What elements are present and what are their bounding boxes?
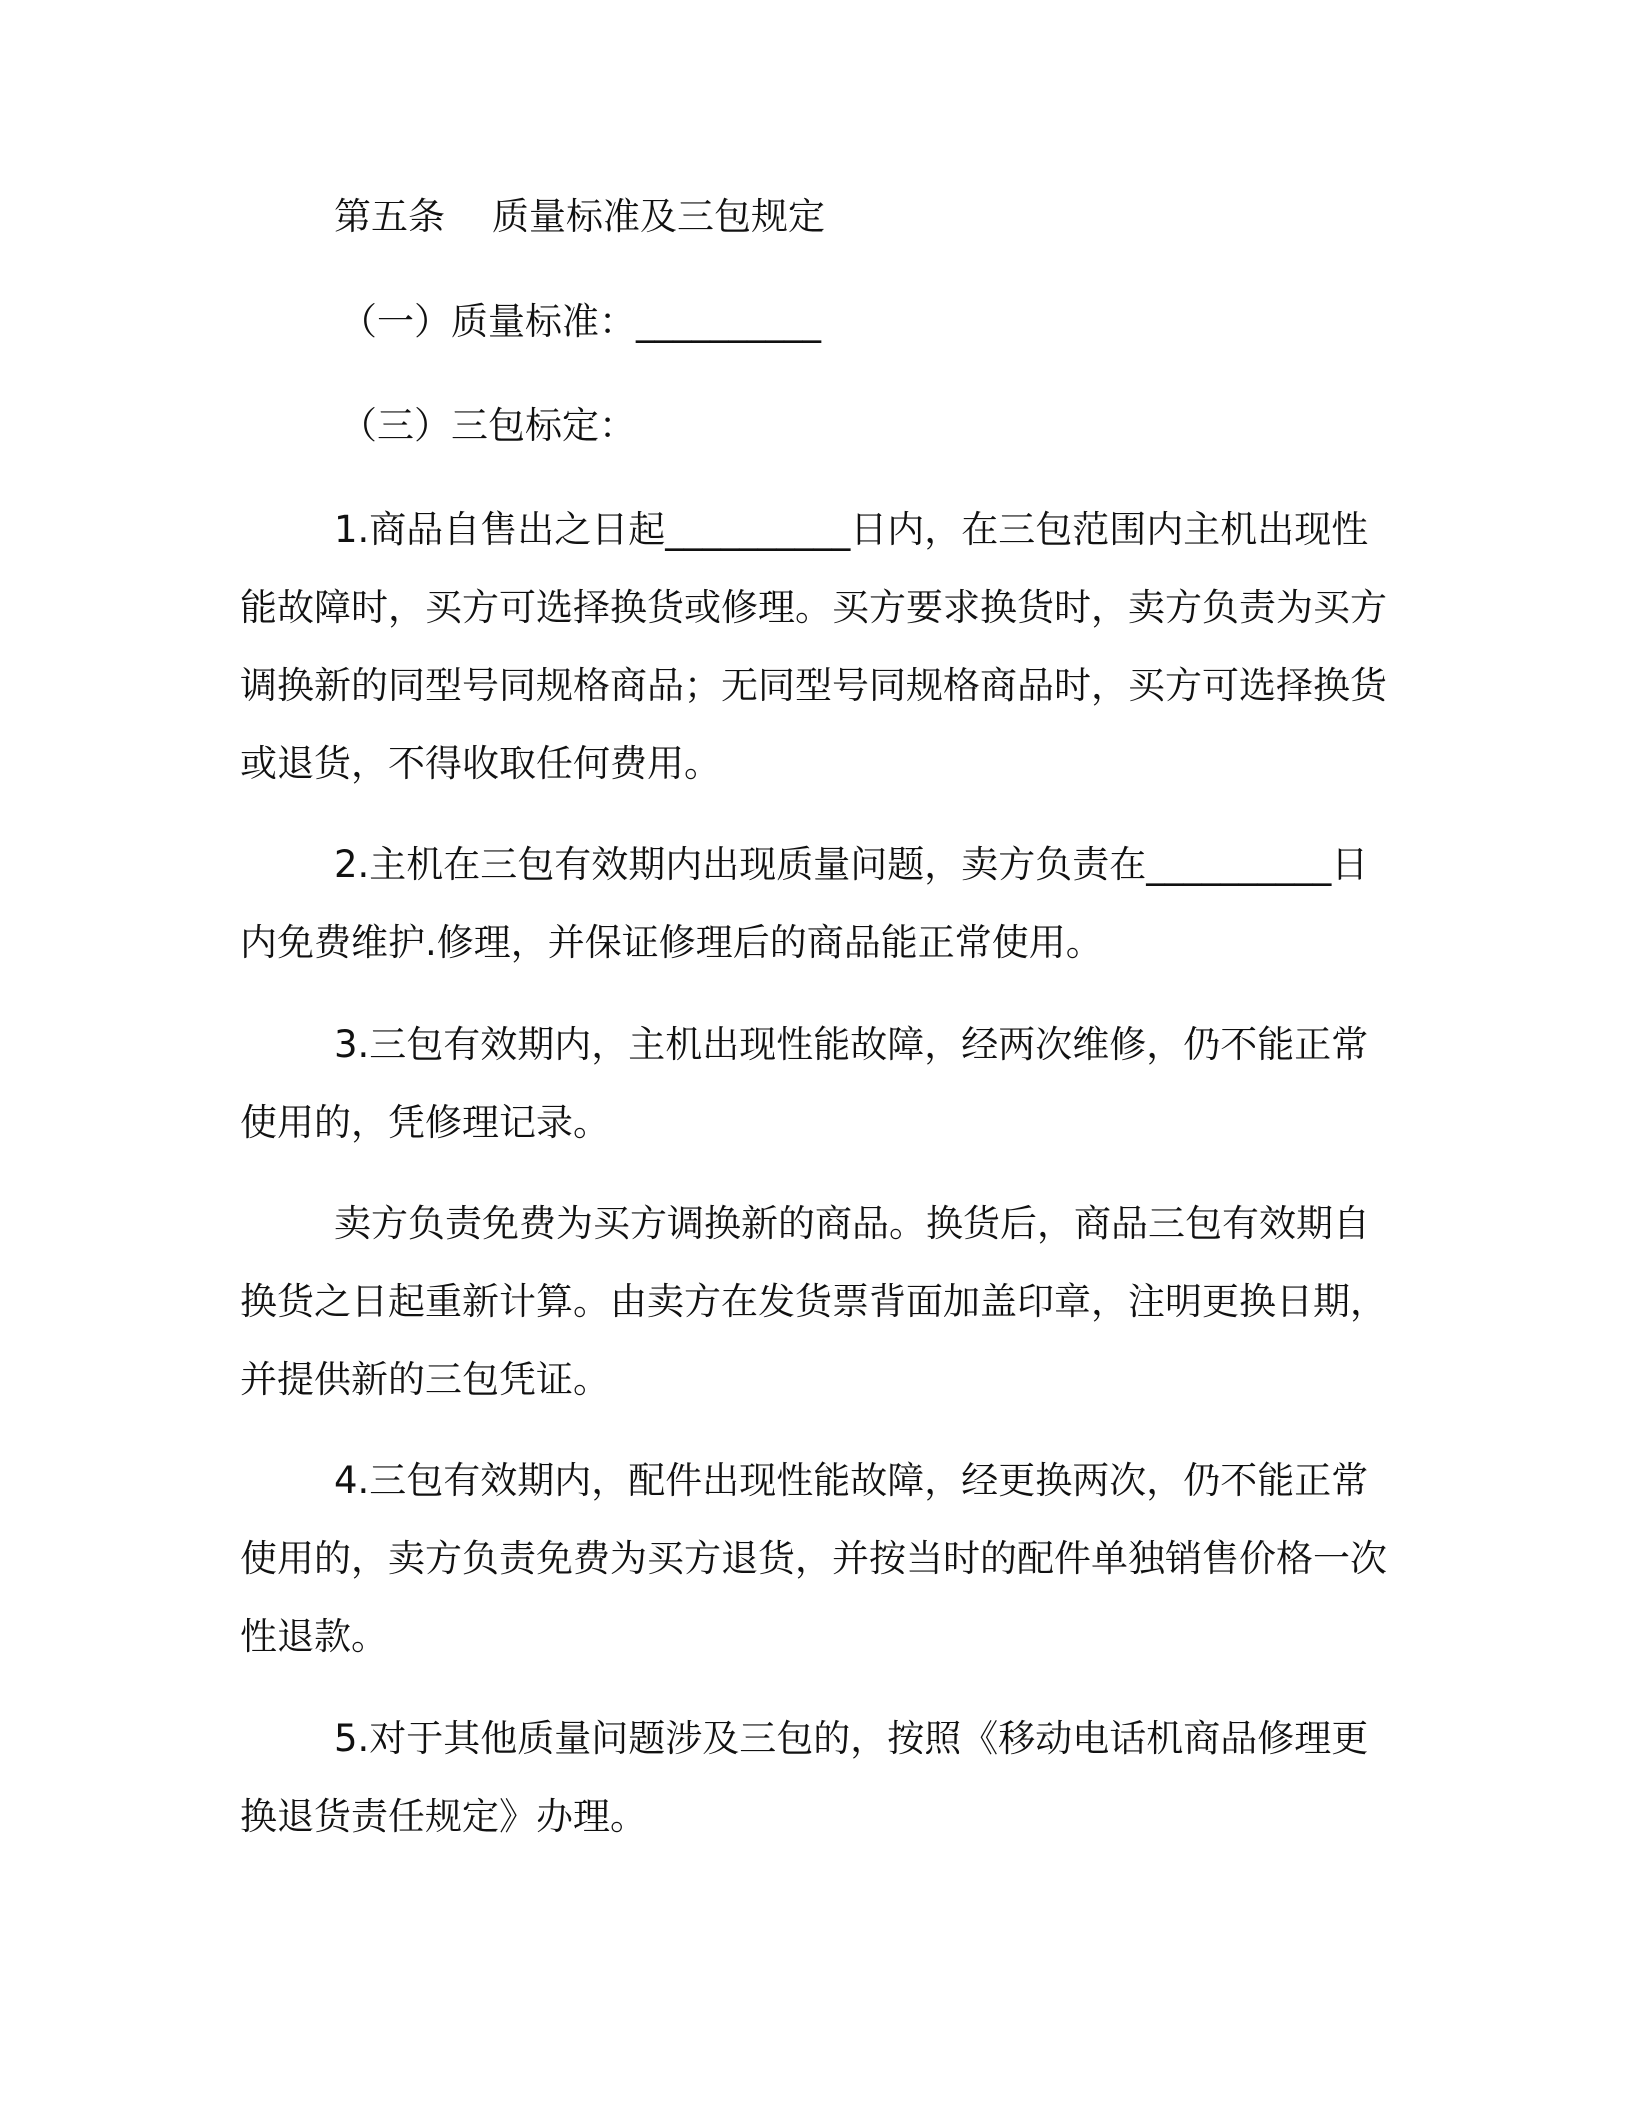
clause-5: 5.对于其他质量问题涉及三包的，按照《移动电话机商品修理更换退货责任规定》办理。 xyxy=(240,1717,1369,1838)
clause-2: 2.主机在三包有效期内出现质量问题，卖方负责在__________日内免费维护.修理，并保证修理后的商品能正常使用。 xyxy=(240,843,1369,964)
quality-standard-line: （一）质量标准：__________ xyxy=(340,300,821,343)
clause-4: 4.三包有效期内，配件出现性能故障，经更换两次，仍不能正常使用的，卖方负责免费为买方退货，并按当时的配件单独销售价格一次性退款。 xyxy=(240,1459,1387,1658)
clause-1: 1.商品自售出之日起__________日内，在三包范围内主机出现性能故障时，买方可选择换货或修理。买方要求换货时，卖方负责为买方调换新的同型号同规格商品；无同型号同规格商品时，买方可选择换货或退货，不得收取任何费用。 xyxy=(240,508,1387,785)
clause-3-continued: 卖方负责免费为买方调换新的商品。换货后，商品三包有效期自换货之日起重新计算。由卖方在发货票背面加盖印章，注明更换日期，并提供新的三包凭证。 xyxy=(240,1202,1387,1401)
three-guarantees-line: （三）三包标定： xyxy=(340,404,636,447)
clause-3: 3.三包有效期内，主机出现性能故障，经两次维修，仍不能正常使用的，凭修理记录。 xyxy=(240,1023,1369,1144)
section-heading: 第五条 质量标准及三包规定 xyxy=(334,195,826,238)
